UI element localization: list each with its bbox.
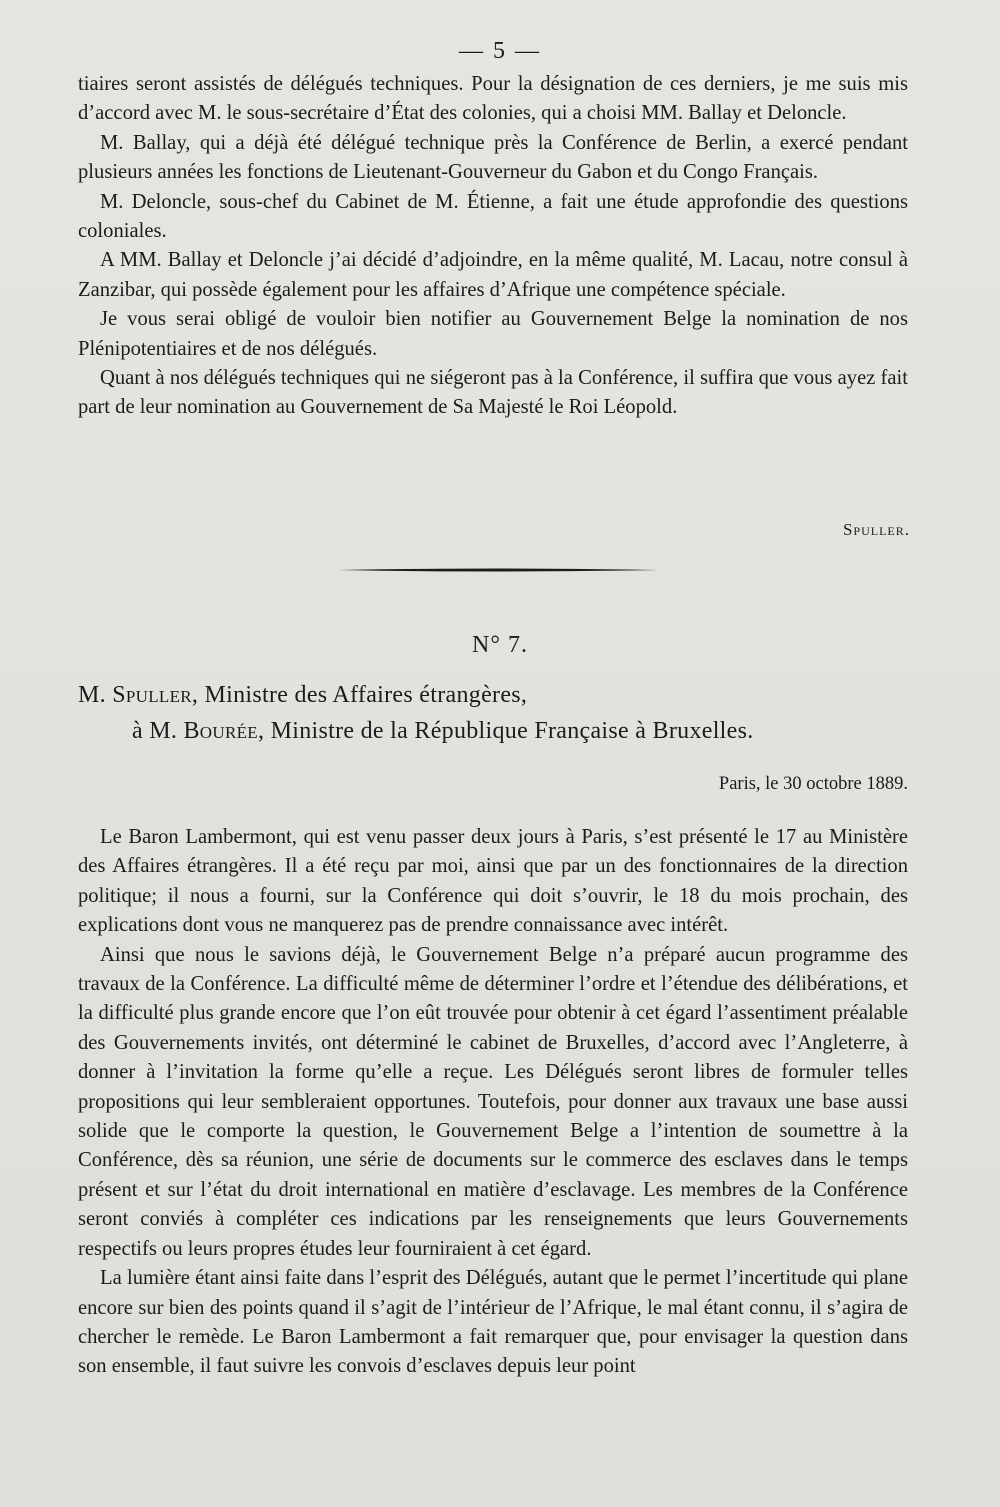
paragraph: M. Deloncle, sous-chef du Cabinet de M. Étienne, a fait une étude approfondie des questions coloniales. — [78, 190, 908, 243]
paragraph: Je vous serai obligé de vouloir bien notifier au Gouvernement Belge la nomination de nos Plénipotentiaires et de nos délégués. — [78, 308, 908, 360]
recipient-line — [132, 718, 754, 745]
sender-title: , Ministre des Affaires étrangères, — [191, 682, 528, 708]
signature: Spuller. — [842, 520, 910, 539]
paragraph: A MM. Ballay et Deloncle j’ai décidé d’adjoindre, en la même qualité, M. Lacau, notre consul à Zanzibar, qui possède également pour les affaires d’Afrique une compétence spéciale. — [78, 249, 908, 301]
recipient-name: Bourée — [183, 718, 258, 744]
sender-name: Spuller — [112, 682, 192, 708]
page-number: — 5 — — [459, 38, 541, 64]
paragraph: Quant à nos délégués techniques qui ne siégeront pas à la Conférence, il suffira que vous ayez fait part de leur nomination au Gouvernement de Sa Majesté le Roi Léopold. — [78, 367, 908, 419]
paragraph: M. Ballay, qui a déjà été délégué technique près la Conférence de Berlin, a exercé pendant plusieurs années les fonctions de Lieutenant-Gouverneur du Gabon et du Congo Français. — [78, 131, 908, 184]
sender-line: M. Spuller, Ministre des Affaires étrangères, — [78, 682, 528, 708]
paragraph: La lumière étant ainsi faite dans l’esprit des Délégués, autant que le permet l’incertitude qui plane encore sur bien des points quand il s’agit de l’intérieur de l’Afrique, le mal étant connu, il s’agira de chercher le remède. Le Baron Lambermont a fait remarquer que, pour envisager la question dans son ensemble, il faut suivre les convois d’esclaves depuis leur point — [78, 1267, 908, 1378]
paragraph: Le Baron Lambermont, qui est venu passer deux jours à Paris, s’est présenté le 17 au Ministère des Affaires étrangères. Il a été reçu par moi, ainsi que par un des fonctionnaires de la direction politique; il nous a fourni, sur la Conférence qui doit s’ouvrir, le 18 du mois prochain, des explications dont vous ne manquerez pas de prendre connaissance avec intérêt. — [78, 826, 908, 937]
section-divider — [338, 567, 658, 573]
paragraph: Ainsi que nous le savions déjà, le Gouvernement Belge n’a préparé aucun programme des travaux de la Conférence. La difficulté même de déterminer l’ordre et l’étendue des délibérations, et la difficulté plus grande encore que l’on eût trouvée pour obtenir à cet égard l’assentiment préalable des Gouvernements invités, ont déterminé le cabinet de Bruxelles, d’accord avec l’Angleterre, à donner à l’invitation la forme qu’elle a reçue. Les Délégués seront libres de formuler telles propositions qui leur sembleraient opportunes. Toutefois, pour donner aux travaux une base aussi solide que le comporte la question, le Gouvernement Belge a l’intention de soumettre à la Conférence, dès sa réunion, une série de documents sur le commerce des esclaves dans le temps présent et sur l’état du droit international en matière d’esclavage. Les membres de la Conférence seront conviés à compléter ces indications par les renseignements que leurs Gouvernements respectifs ou leurs propres études leur fourniraient à cet égard. — [78, 943, 908, 1260]
document-number: N° 7. — [472, 632, 528, 658]
recipient-title: , Ministre de la République Française à Bruxelles. — [257, 718, 754, 744]
continued-letter-body — [78, 70, 908, 423]
recipient-prefix: à M. — [132, 718, 184, 744]
letter-body — [78, 823, 908, 1382]
paragraph: tiaires seront assistés de délégués techniques. Pour la désignation de ces derniers, je me suis mis d’accord avec M. le sous-secrétaire d’État des colonies, qui a choisi MM. Ballay et Deloncle. — [78, 73, 908, 125]
date-line: Paris, le 30 octobre 1889. — [718, 774, 908, 794]
